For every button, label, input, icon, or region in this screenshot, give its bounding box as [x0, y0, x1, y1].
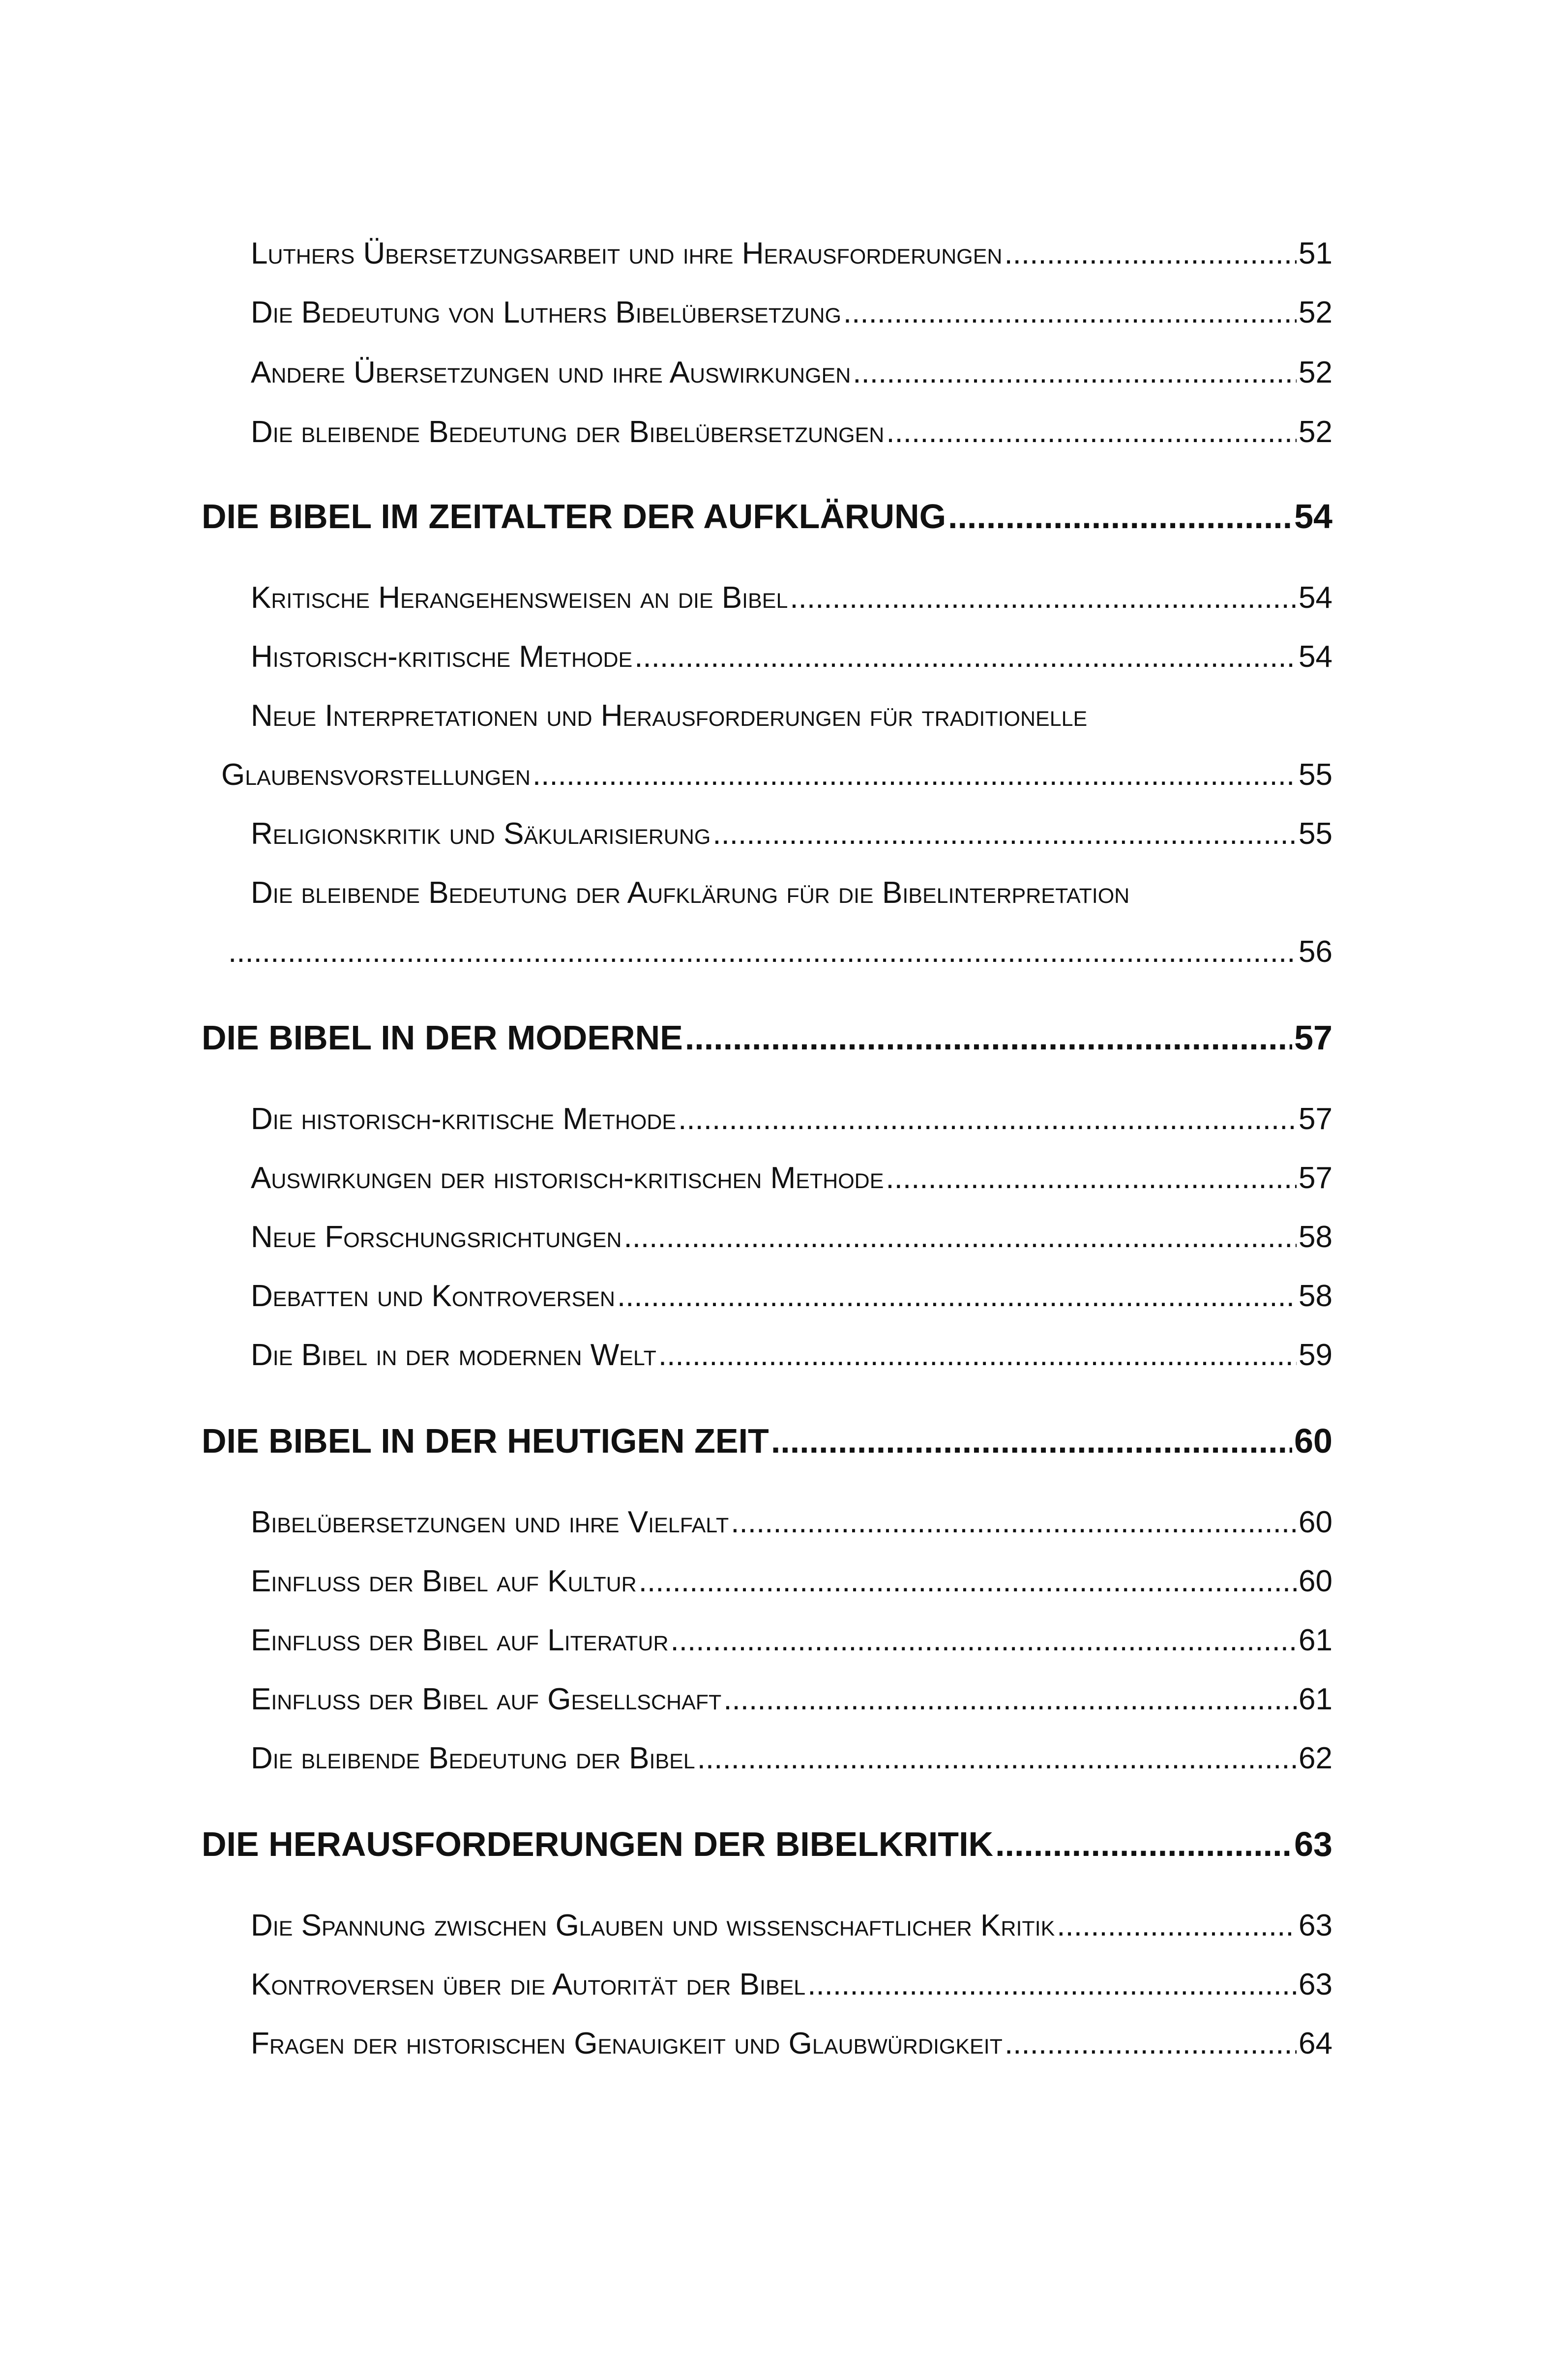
toc-entry-first-line[interactable]	[251, 875, 1332, 910]
toc-entry[interactable]	[251, 1623, 1332, 1658]
leader-dots	[886, 415, 1297, 449]
toc-entry-title: Die bleibende Bedeutung der Bibelübersetzungen	[251, 415, 885, 449]
toc-page-number: 63	[1299, 1909, 1332, 1942]
toc-entry[interactable]	[251, 1967, 1332, 2002]
toc-entry-title: Kritische Herangehensweisen an die Bibel	[251, 581, 788, 615]
leader-dots	[843, 295, 1297, 330]
toc-entry[interactable]	[251, 415, 1332, 449]
leader-dots	[658, 1338, 1297, 1373]
toc-chapter[interactable]	[202, 1018, 1332, 1057]
toc-page-number: 61	[1299, 1623, 1332, 1657]
toc-entry[interactable]	[251, 1161, 1332, 1195]
leader-dots	[678, 1102, 1297, 1136]
leader-dots	[790, 580, 1297, 615]
toc-entry-title: Die bleibende Bedeutung der Aufklärung für die Bibelinterpretation	[251, 876, 1130, 910]
leader-dots	[671, 1623, 1297, 1658]
toc-entry-title: Fragen der historischen Genauigkeit und Glaubwürdigkeit	[251, 2027, 1003, 2060]
toc-entry[interactable]	[251, 580, 1332, 615]
leader-dots	[1057, 1908, 1297, 1943]
toc-page-number: 60	[1299, 1505, 1332, 1539]
leader-dots	[697, 1741, 1297, 1776]
toc-page-number: 51	[1299, 237, 1332, 270]
toc-page-number: 58	[1299, 1220, 1332, 1254]
toc-page-number: 60	[1294, 1422, 1332, 1460]
toc-entry-title: Die bleibende Bedeutung der Bibel	[251, 1741, 695, 1775]
leader-dots	[617, 1279, 1297, 1313]
toc-page-number: 63	[1294, 1825, 1332, 1863]
toc-entry[interactable]	[251, 1338, 1332, 1373]
leader-dots	[634, 639, 1297, 674]
toc-entry-title: Einfluss der Bibel auf Literatur	[251, 1623, 669, 1657]
toc-entry[interactable]	[251, 1564, 1332, 1599]
toc-entry[interactable]	[251, 2026, 1332, 2061]
toc-entry[interactable]	[251, 816, 1332, 851]
toc-page-number: 52	[1299, 356, 1332, 389]
toc-page-number: 57	[1294, 1018, 1332, 1057]
toc-entry[interactable]	[251, 1102, 1332, 1136]
toc-entry-title: Bibelübersetzungen und ihre Vielfalt	[251, 1505, 729, 1539]
toc-page-number: 63	[1299, 1968, 1332, 2001]
toc-entry-title: Auswirkungen der historisch-kritischen Methode	[251, 1161, 884, 1195]
toc-entry[interactable]	[251, 236, 1332, 271]
leader-dots	[731, 1505, 1297, 1540]
leader-dots	[639, 1564, 1297, 1599]
toc-entry-title: Die Spannung zwischen Glauben und wissenschaftlicher Kritik	[251, 1909, 1055, 1942]
toc-page-number: 55	[1299, 817, 1332, 851]
toc-entry-continuation[interactable]	[226, 934, 1332, 969]
toc-entry-title: Kontroversen über die Autorität der Bibel	[251, 1968, 806, 2001]
toc-chapter[interactable]	[202, 1824, 1332, 1864]
toc-chapter[interactable]	[202, 497, 1332, 536]
toc-page-number: 54	[1299, 581, 1332, 615]
toc-entry-title: Einfluss der Bibel auf Kultur	[251, 1564, 637, 1598]
toc-entry-title: Glaubensvorstellungen	[221, 758, 531, 792]
toc-entry[interactable]	[251, 1908, 1332, 1943]
toc-entry[interactable]	[251, 1505, 1332, 1540]
toc-entry[interactable]	[251, 1682, 1332, 1717]
toc-entry-title: Einfluss der Bibel auf Gesellschaft	[251, 1682, 722, 1716]
toc-page-number: 62	[1299, 1741, 1332, 1775]
toc-page-number: 64	[1299, 2027, 1332, 2060]
leader-dots	[1005, 2026, 1297, 2061]
toc-page-number: 54	[1299, 640, 1332, 674]
toc-entry-title: Debatten und Kontroversen	[251, 1279, 615, 1313]
toc-entry-continuation[interactable]	[221, 757, 1332, 792]
leader-dots	[1004, 236, 1297, 271]
toc-page-number: 54	[1294, 497, 1332, 536]
leader-dots	[533, 757, 1297, 792]
toc-page-number: 52	[1299, 415, 1332, 449]
toc-entry-title: Die Bibel in der modernen Welt	[251, 1338, 656, 1372]
toc-chapter[interactable]	[202, 1421, 1332, 1461]
toc-entry-title: Neue Forschungsrichtungen	[251, 1220, 622, 1254]
toc-page-number: 57	[1299, 1102, 1332, 1136]
leader-dots	[723, 1682, 1297, 1717]
toc-chapter-title: DIE BIBEL IN DER MODERNE	[202, 1018, 683, 1057]
toc-page-number: 57	[1299, 1161, 1332, 1195]
toc-entry-title: Neue Interpretationen und Herausforderungen für traditionelle	[251, 699, 1088, 733]
toc-page-number: 55	[1299, 758, 1332, 792]
toc-entry-title: Andere Übersetzungen und ihre Auswirkungen	[251, 356, 851, 389]
toc-entry[interactable]	[251, 639, 1332, 674]
toc-entry-title: Die Bedeutung von Luthers Bibelübersetzung	[251, 296, 841, 329]
toc-page-number: 52	[1299, 296, 1332, 329]
leader-dots	[886, 1161, 1297, 1195]
leader-dots	[995, 1824, 1292, 1864]
toc-chapter-title: DIE BIBEL IM ZEITALTER DER AUFKLÄRUNG	[202, 497, 947, 536]
toc-page-number: 60	[1299, 1564, 1332, 1598]
toc-entry-title: Die historisch-kritische Methode	[251, 1102, 677, 1136]
toc-page-number: 56	[1299, 935, 1332, 969]
toc-entry[interactable]	[251, 1741, 1332, 1776]
toc-entry-title: Historisch-kritische Methode	[251, 640, 633, 674]
leader-dots	[623, 1220, 1297, 1254]
toc-entry-title: Luthers Übersetzungsarbeit und ihre Herausforderungen	[251, 237, 1003, 270]
toc-page-number: 61	[1299, 1682, 1332, 1716]
toc-entry-first-line[interactable]	[251, 698, 1332, 733]
leader-dots	[228, 934, 1297, 969]
leader-dots	[807, 1967, 1297, 2002]
leader-dots	[685, 1018, 1292, 1057]
toc-page-number: 59	[1299, 1338, 1332, 1372]
leader-dots	[948, 497, 1292, 536]
leader-dots	[712, 816, 1297, 851]
toc-entry[interactable]	[251, 295, 1332, 330]
toc-entry[interactable]	[251, 355, 1332, 390]
toc-chapter-title: DIE BIBEL IN DER HEUTIGEN ZEIT	[202, 1422, 769, 1460]
toc-page-number: 58	[1299, 1279, 1332, 1313]
toc-chapter-title: DIE HERAUSFORDERUNGEN DER BIBELKRITIK	[202, 1825, 994, 1863]
toc-entry[interactable]	[251, 1279, 1332, 1313]
leader-dots	[771, 1421, 1292, 1461]
leader-dots	[853, 355, 1297, 390]
toc-entry-title: Religionskritik und Säkularisierung	[251, 817, 711, 851]
toc-entry[interactable]	[251, 1220, 1332, 1254]
